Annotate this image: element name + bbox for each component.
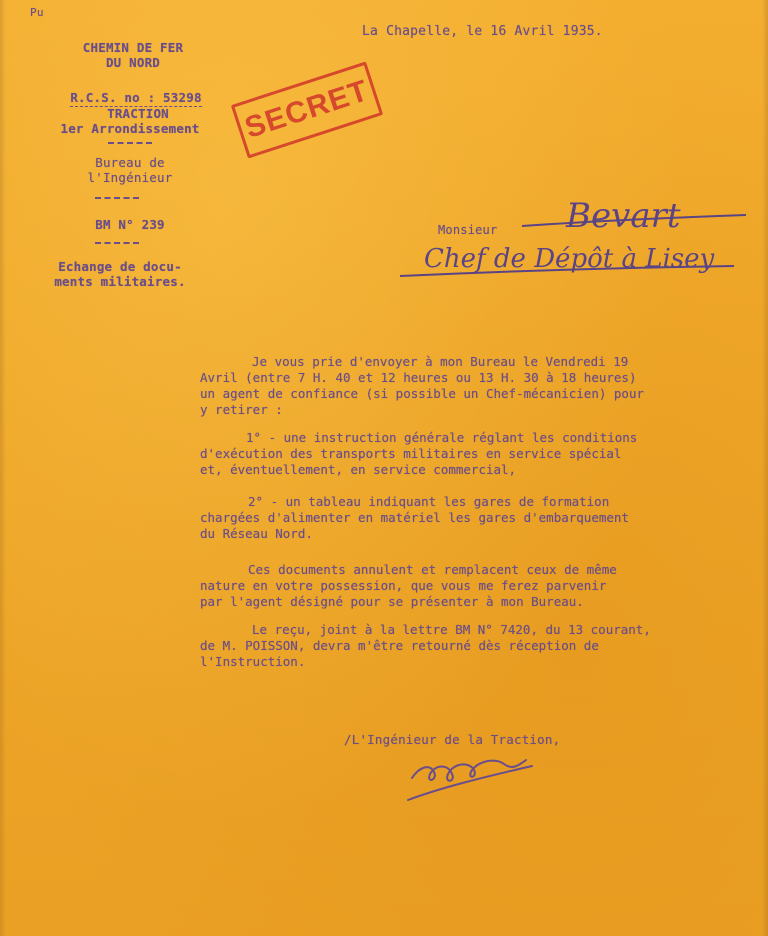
body-line: 1° - une instruction générale réglant les conditions [246, 430, 638, 445]
service-name: TRACTION [107, 106, 169, 121]
body-line: l'Instruction. [200, 654, 306, 669]
paragraph-annulment [200, 562, 760, 610]
body-line: de M. POISSON, devra m'être retourné dès réception de [200, 638, 599, 653]
signature-scribble [400, 748, 540, 808]
paragraph-receipt [200, 622, 760, 670]
body-line: nature en votre possession, que vous me ferez parvenir [200, 578, 607, 593]
body-line: Ces documents annulent et remplacent ceux de même [248, 562, 617, 577]
title-underline [398, 262, 738, 284]
place-date: La Chapelle, le 16 Avril 1935. [362, 24, 603, 39]
body-line: Avril (entre 7 H. 40 et 12 heures ou 13 H. 30 à 18 heures) [200, 370, 637, 385]
closing-title: /L'Ingénieur de la Traction, [344, 732, 561, 747]
divider-3 [95, 242, 139, 244]
body-line: Je vous prie d'envoyer à mon Bureau le Vendredi 19 [252, 354, 629, 369]
paragraph-request [200, 354, 760, 418]
bm-number: BM N° 239 [95, 217, 165, 232]
reference-number: R.C.S. no : 53298 [70, 90, 202, 105]
body-line: 2° - un tableau indiquant les gares de formation [248, 494, 610, 509]
company-line1: CHEMIN DE FER [82, 40, 184, 55]
body-line: un agent de confiance (si possible un Chef-mécanicien) pour [200, 386, 645, 401]
paragraph-item-1 [200, 430, 760, 478]
recipient-title: Chef de Dépôt à Lisey [424, 244, 715, 274]
paper-edge-right [762, 0, 768, 936]
bureau-line1: Bureau de [95, 155, 165, 170]
bureau-line2: l'Ingénieur [87, 170, 173, 185]
paragraph-item-2 [200, 494, 760, 542]
name-underline [520, 212, 750, 232]
body-line: Le reçu, joint à la lettre BM N° 7420, du 13 courant, [252, 622, 651, 637]
body-line: par l'agent désigné pour se présenter à mon Bureau. [200, 594, 584, 609]
divider-1 [108, 142, 152, 144]
body-line: y retirer : [200, 402, 283, 417]
recipient-salutation: Monsieur [438, 223, 498, 237]
body-line: d'exécution des transports militaires en service spécial [200, 446, 622, 461]
subject-line1: Echange de docu- [58, 259, 182, 274]
recipient-name: Bevart [566, 196, 681, 236]
divider-2 [95, 197, 139, 199]
subject-line2: ments militaires. [54, 274, 186, 289]
body-line: du Réseau Nord. [200, 526, 313, 541]
top-mark: Pu [30, 6, 44, 19]
body-line: chargées d'alimenter en matériel les gares d'embarquement [200, 510, 629, 525]
body-line: et, éventuellement, en service commercial, [200, 462, 517, 477]
secret-stamp: SECRET [231, 61, 383, 158]
company-line2: DU NORD [105, 55, 161, 70]
paper-edge-left [0, 0, 6, 936]
district-name: 1er Arrondissement [60, 121, 200, 136]
